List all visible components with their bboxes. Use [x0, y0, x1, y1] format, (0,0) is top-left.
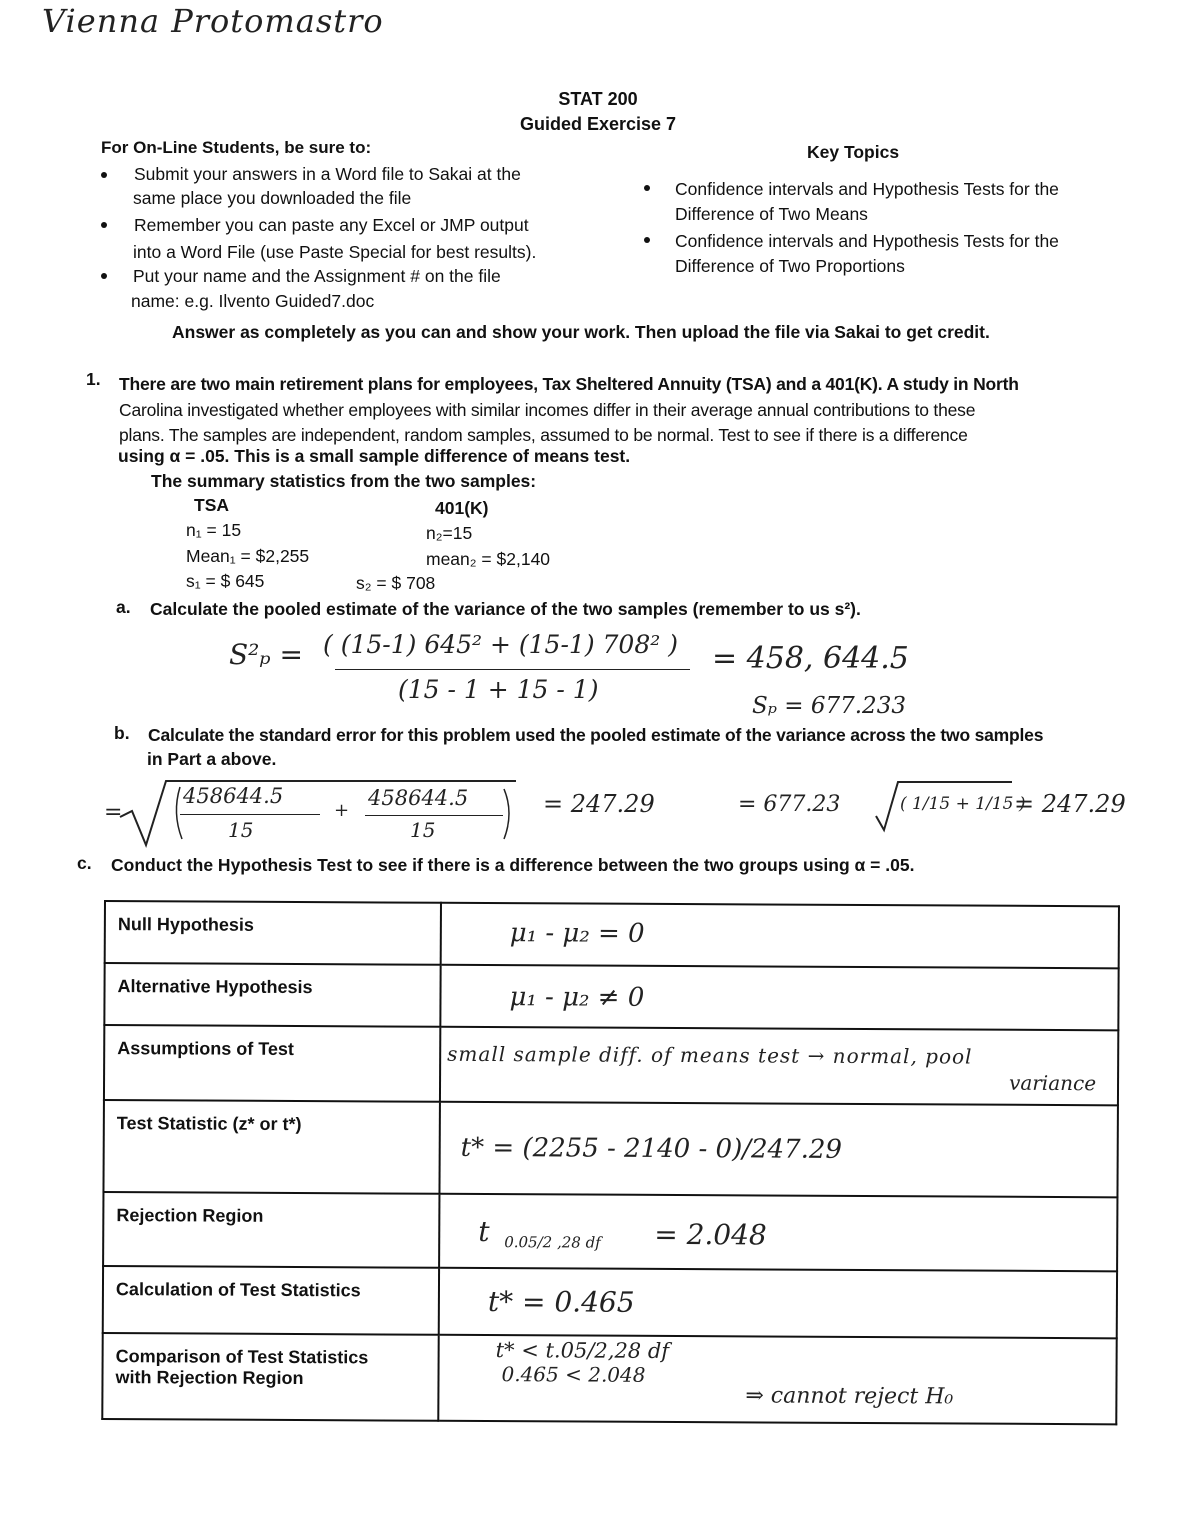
- part-a-denominator: (15 - 1 + 15 - 1): [398, 675, 599, 704]
- online-bullet-1-line1: Submit your answers in a Word file to Sakai at the: [134, 164, 521, 184]
- student-name: Vienna Protomastro: [42, 2, 384, 40]
- table-row: [103, 1266, 1117, 1338]
- test-statistic-answer: t* = (2255 - 2140 - 0)/247.29: [460, 1132, 843, 1165]
- part-b-num2: 458644.5: [368, 786, 469, 810]
- hypothesis-table: [101, 900, 1120, 1425]
- online-bullet-3-line2: name: e.g. Ilvento Guided7.doc: [131, 291, 375, 311]
- comparison-answer-line1: t* < t.05/2,28 df: [495, 1337, 670, 1363]
- row-answer: [439, 1194, 1117, 1272]
- part-b-num1: 458644.5: [183, 784, 284, 808]
- part-c-label: c.: [77, 853, 92, 873]
- row-answer: [440, 1027, 1118, 1105]
- part-a-text: Calculate the pooled estimate of the variance of the two samples (remember to us s²).: [150, 599, 861, 619]
- comparison-label-line1: Comparison of Test Statistics: [115, 1345, 369, 1368]
- rejection-region-subscript: 0.05/2 ,28 df: [504, 1233, 601, 1252]
- course-title: STAT 200: [558, 89, 638, 109]
- summary-heading: The summary statistics from the two samples:: [151, 471, 537, 491]
- bullet-dot: [101, 222, 107, 228]
- part-b-fraction-bar-2: [365, 815, 503, 816]
- row-label: Assumptions of Test: [104, 1025, 440, 1101]
- key-topic-2-line2: Difference of Two Proportions: [675, 256, 905, 276]
- part-a-result: = 458, 644.5: [712, 641, 909, 676]
- online-heading: For On-Line Students, be sure to:: [101, 138, 372, 157]
- bullet-dot: [644, 237, 650, 243]
- tsa-title: TSA: [194, 495, 229, 515]
- bullet-dot: [101, 172, 107, 178]
- k401-s: s₂ = $ 708: [356, 573, 436, 593]
- alt-hypothesis-answer: μ₁ - μ₂ ≠ 0: [509, 982, 645, 1014]
- rejection-region-answer: = 2.048: [654, 1217, 767, 1252]
- comparison-label-line2: with Rejection Region: [115, 1366, 304, 1388]
- row-label: Test Statistic (z* or t*): [103, 1100, 439, 1194]
- key-topic-1-line2: Difference of Two Means: [675, 204, 868, 224]
- table-row: [103, 1192, 1117, 1272]
- rejection-region-t: t: [478, 1215, 490, 1249]
- part-b-fraction-bar-1: [180, 814, 320, 815]
- part-c-text: Conduct the Hypothesis Test to see if there is a difference between the two groups using α = .05.: [111, 855, 915, 875]
- table-row: [103, 1100, 1117, 1198]
- assumptions-answer-cont: variance: [1008, 1071, 1097, 1096]
- instructions: Answer as completely as you can and show your work. Then upload the file via Sakai to get credit.: [172, 322, 990, 342]
- part-b-label: b.: [114, 723, 130, 743]
- part-b-line1: Calculate the standard error for this problem used the pooled estimate of the variance across the two samples: [148, 725, 1044, 745]
- row-answer: [440, 965, 1118, 1031]
- part-a-lhs: S²ₚ =: [229, 638, 303, 671]
- key-topics-heading: Key Topics: [807, 142, 900, 162]
- part-b-den1: 15: [228, 818, 254, 842]
- online-bullet-3-line1: Put your name and the Assignment # on the file: [133, 266, 501, 286]
- table-row: [102, 1333, 1116, 1425]
- part-a-fraction-bar: [335, 669, 690, 670]
- row-label: Null Hypothesis: [105, 901, 441, 965]
- row-answer: [438, 1334, 1116, 1424]
- online-bullet-2-line1: Remember you can paste any Excel or JMP output: [134, 215, 529, 235]
- k401-mean: mean₂ = $2,140: [426, 549, 551, 569]
- part-a-sp: Sₚ = 677.233: [752, 693, 906, 719]
- question-line-3: plans. The samples are independent, random samples, assumed to be normal. Test to see if there is a difference: [119, 425, 968, 445]
- row-answer: [439, 1102, 1117, 1198]
- assumptions-answer: small sample diff. of means test → normal, pool: [447, 1042, 973, 1070]
- k401-title: 401(K): [435, 498, 489, 518]
- bullet-dot: [644, 185, 650, 191]
- question-number: 1.: [86, 369, 101, 389]
- table-row: [104, 1025, 1118, 1105]
- row-answer: [441, 903, 1119, 969]
- row-label: Rejection Region: [103, 1192, 439, 1268]
- part-b-result2: = 247.29: [1014, 790, 1126, 818]
- table-row: [104, 963, 1118, 1031]
- tsa-s: s₁ = $ 645: [186, 571, 265, 591]
- part-b-equals: =: [104, 800, 123, 825]
- tsa-mean: Mean₁ = $2,255: [186, 546, 310, 566]
- question-line-4: using α = .05. This is a small sample difference of means test.: [118, 446, 631, 466]
- part-b-line2: in Part a above.: [147, 749, 277, 769]
- table-row: [105, 901, 1119, 969]
- k401-n: n₂=15: [426, 523, 473, 543]
- question-line-2: Carolina investigated whether employees with similar incomes differ in their average annual contributions to these: [119, 400, 976, 420]
- online-bullet-1-line2: same place you downloaded the file: [133, 188, 412, 208]
- part-a-label: a.: [116, 597, 131, 617]
- online-bullet-2-line2: into a Word File (use Paste Special for best results).: [133, 242, 537, 262]
- key-topic-2-line1: Confidence intervals and Hypothesis Tests for the: [675, 231, 1059, 251]
- row-answer: [439, 1268, 1117, 1338]
- exercise-title: Guided Exercise 7: [519, 114, 677, 134]
- null-hypothesis-answer: μ₁ - μ₂ = 0: [509, 918, 645, 949]
- key-topic-1-line1: Confidence intervals and Hypothesis Tests for the: [675, 179, 1059, 199]
- tsa-n: n₁ = 15: [186, 520, 242, 540]
- comparison-answer-line2: 0.465 < 2.048: [501, 1361, 646, 1387]
- part-b-plus: +: [334, 800, 350, 821]
- part-b-den2: 15: [410, 818, 436, 842]
- part-b-result1: = 247.29: [543, 790, 655, 818]
- row-label: Alternative Hypothesis: [104, 963, 440, 1027]
- part-a-numerator: ( (15-1) 645² + (15-1) 708² ): [323, 630, 678, 659]
- comparison-conclusion: ⇒ cannot reject H₀: [745, 1382, 954, 1410]
- question-line-1: There are two main retirement plans for employees, Tax Sheltered Annuity (TSA) and a 401(K). A study in North: [119, 374, 1019, 394]
- part-b-alt-inner: ( 1/15 + 1/15 ): [900, 794, 1026, 814]
- bullet-dot: [101, 273, 107, 279]
- part-b-alt-prefix: = 677.23: [738, 792, 841, 817]
- row-label: [102, 1333, 438, 1421]
- row-label: Calculation of Test Statistics: [103, 1266, 439, 1334]
- calc-test-statistic-answer: t* = 0.465: [487, 1285, 635, 1320]
